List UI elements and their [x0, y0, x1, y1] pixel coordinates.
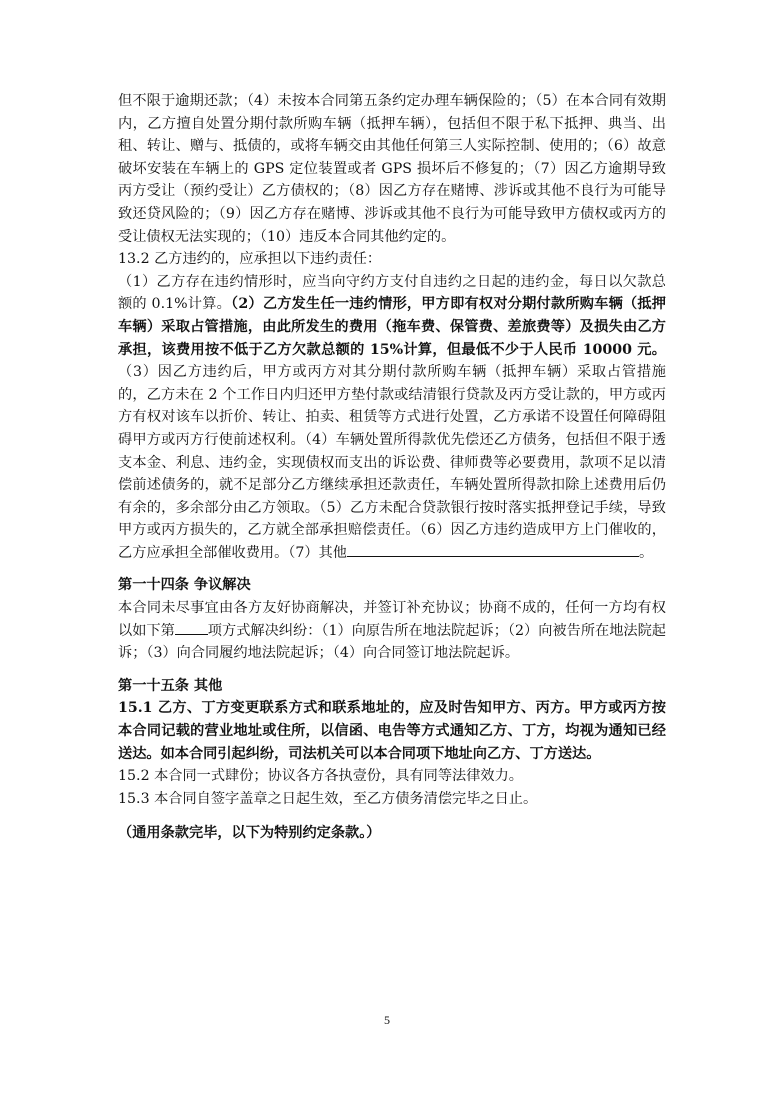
fill-blank-other[interactable] [347, 542, 639, 557]
clause-13-2-item-1: （1）乙方存在违约情形时，应当向守约方支付自违约之日起的违约金，每日以欠款总额的 0.1%计算。 [118, 273, 666, 313]
contract-page [118, 90, 666, 845]
clause-15-1: 15.1 乙方、丁方变更联系方式和联系地址的，应及时告知甲方、丙方。甲方或丙方按本合同记载的营业地址或住所，以信函、电告等方式通知乙方、丁方，均视为通知已经送达。如本合同引起纠纷，司法机关可以本合同项下地址向乙方、丁方送达。 [118, 700, 666, 762]
spacer [118, 810, 666, 822]
clause-15-3: 15.3 本合同自签字盖章之日起生效，至乙方债务清偿完毕之日止。 [118, 790, 538, 807]
clause-13-2-item-2-bold: （2）乙方发生任一违约情形，甲方即有权对分期付款所购车辆（抵押车辆）采取占管措施，由此所发生的费用（拖车费、保管费、差旅费等）及损失由乙方承担，该费用按不低于乙方欠款总额的 15%计算，但最低不少于人民币 10000 元。 [118, 296, 666, 358]
article-14-text-1: 本合同未尽事宜由各方友好协商解决，并签订补充协议；协商不成的，任何一方均有权以如下第 [118, 600, 666, 639]
clause-15-2: 15.2 本合同一式肆份；协议各方各执壹份，具有同等法律效力。 [118, 768, 523, 785]
article-14-text-2: 项方式解决纠纷：（1）向原告所在地法院起诉；（2）向被告所在地法院起诉；（3）向合同履约地法院起诉；（4）向合同签订地法院起诉。 [118, 622, 666, 662]
page-number: 5 [384, 1013, 390, 1027]
clause-13-2-title: 13.2 乙方违约的，应承担以下违约责任： [118, 251, 382, 268]
clause-13-1-continuation: 但不限于逾期还款；（4）未按本合同第五条约定办理车辆保险的；（5）在本合同有效期内，乙方擅自处置分期付款所购车辆（抵押车辆），包括但不限于私下抵押、典当、出租、转让、赠与、抵债的，或将车辆交由其他任何第三人实际控制、使用的；（6）故意破坏安装在车辆上的 GPS 定位装置或者 GPS 损坏后不修复的；（7）因乙方逾期导致丙方受让（预约受让）乙方债权的；（8）因乙方存在赌博、涉诉或其他不良行为可能导致还贷风险的；（9）因乙方存在赌博、涉诉或其他不良行为可能导致甲方债权或丙方的受让债权无法实现的；（10）违反本合同其他约定的。 [118, 93, 666, 245]
article-14-heading: 第一十四条 争议解决 [118, 577, 251, 594]
clause-13-2-end: 。 [638, 544, 654, 561]
spacer [118, 564, 666, 574]
article-15-heading: 第一十五条 其他 [118, 677, 223, 694]
article-14-body [118, 597, 666, 665]
spacer [118, 665, 666, 675]
fill-blank-option[interactable] [175, 620, 208, 635]
clause-13-2-body [118, 271, 666, 565]
clause-13-2-items-3-7: （3）因乙方违约后，甲方或丙方对其分期付款所购车辆（抵押车辆）采取占管措施的，乙方未在 2 个工作日内归还甲方垫付款或结清银行贷款及丙方受让款的，甲方或丙方有权对该车以折价、转让、拍卖、租赁等方式进行处置，乙方承诺不设置任何障碍阻碍甲方或丙方行使前述权利。（4）车辆处置所得款优先偿还乙方债务，包括但不限于透支本金、利息、违约金，实现债权而支出的诉讼费、律师费等必要费用，款项不足以清偿前述债务的，就不足部分乙方继续承担还款责任，车辆处置所得款扣除上述费用后仍有余的，多余部分由乙方领取。（5）乙方未配合贷款银行按时落实抵押登记手续，导致甲方或丙方损失的，乙方就全部承担赔偿责任。（6）因乙方违约造成甲方上门催收的，乙方应承担全部催收费用。（7）其他 [118, 364, 666, 561]
closing-note: （通用条款完毕，以下为特别约定条款。） [118, 825, 381, 842]
